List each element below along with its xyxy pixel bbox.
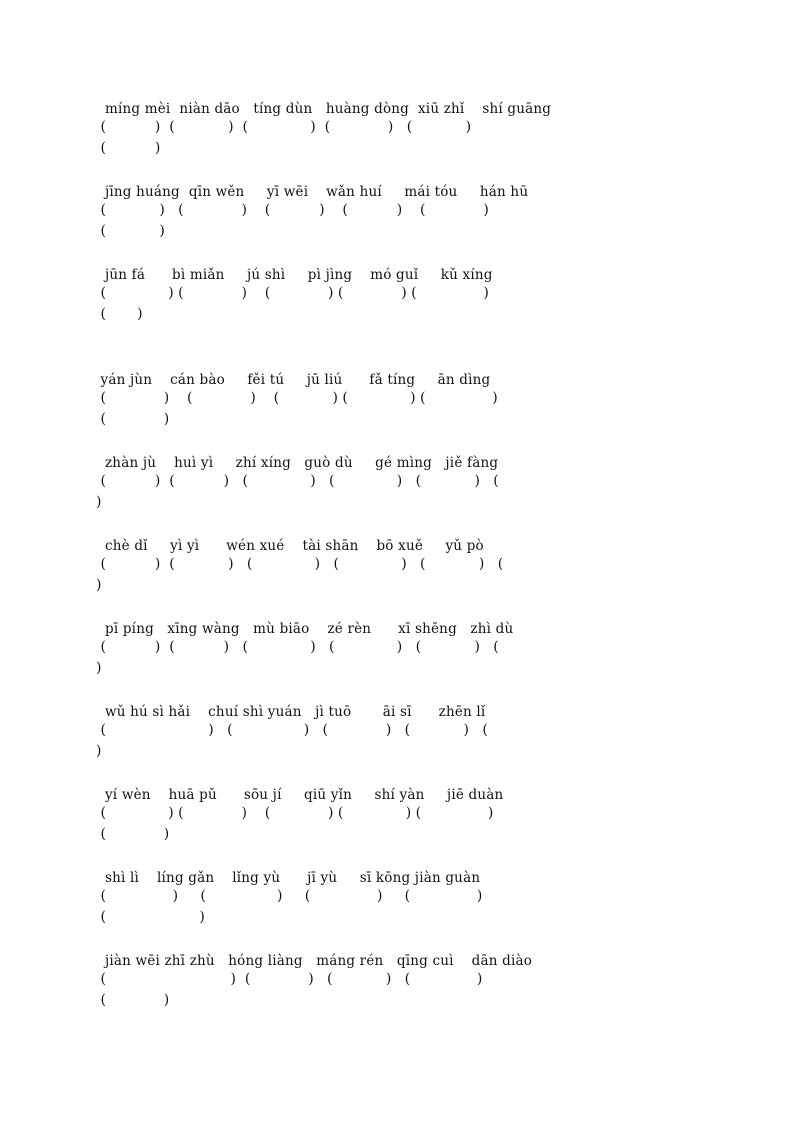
answer-blanks-row-continued: ( ) xyxy=(96,140,161,156)
pinyin-row: míng mèi niàn dāo tíng dùn huàng dòng xiū zhǐ shí guāng xyxy=(96,101,552,117)
pinyin-row: chè dǐ yì yì wén xué tài shān bō xuě yǔ pò xyxy=(96,538,484,554)
pinyin-row: jiàn wēi zhī zhù hóng liàng máng rén qīng cuì dān diào xyxy=(96,953,533,969)
answer-blanks-row-continued: ( ) xyxy=(96,909,205,925)
answer-blanks-row: ( ) ( ) ( ) ( ) ( ) xyxy=(96,285,489,301)
pinyin-row: zhàn jù huì yì zhí xíng guò dù gé mìng jiě fàng xyxy=(96,455,499,471)
pinyin-row: yí wèn huā pǔ sōu jí qiū yǐn shí yàn jiē duàn xyxy=(96,787,504,803)
answer-blanks-row-continued: ( ) xyxy=(96,411,170,427)
answer-blanks-row-continued: ) xyxy=(96,743,102,759)
answer-blanks-row: ( ) ( ) ( ) ( ) xyxy=(96,971,483,987)
pinyin-row: jūn fá bì miǎn jú shì pì jìng mó guǐ kǔ xíng xyxy=(96,267,493,283)
pinyin-row: yán jùn cán bào fěi tú jū liú fǎ tíng ān dìng xyxy=(96,372,491,388)
answer-blanks-row: ( ) ( ) ( ) ( ) ( ) ( xyxy=(96,473,499,489)
answer-blanks-row: ( ) ( ) ( ) ( ) ( xyxy=(96,722,488,738)
answer-blanks-row: ( ) ( ) ( ) ( ) ( ) ( xyxy=(96,556,504,572)
answer-blanks-row-continued: ) xyxy=(96,577,102,593)
answer-blanks-row: ( ) ( ) ( ) ( ) ( ) xyxy=(96,805,494,821)
answer-blanks-row-continued: ( ) xyxy=(96,223,165,239)
answer-blanks-row-continued: ) xyxy=(96,660,102,676)
answer-blanks-row-continued: ( ) xyxy=(96,306,143,322)
pinyin-row: wǔ hú sì hǎi chuí shì yuán jì tuō āi sī zhēn lǐ xyxy=(96,704,486,720)
pinyin-row: shì lì líng gǎn lǐng yù jī yù sī kōng jiàn guàn xyxy=(96,870,481,886)
answer-blanks-row: ( ) ( ) ( ) ( ) ( ) xyxy=(96,390,498,406)
answer-blanks-row-continued: ) xyxy=(96,494,102,510)
answer-blanks-row: ( ) ( ) ( ) ( ) ( ) xyxy=(96,119,472,135)
answer-blanks-row: ( ) ( ) ( ) ( ) ( ) xyxy=(96,202,489,218)
pinyin-row: jīng huáng qīn wěn yī wēi wǎn huí mái tóu hán hū xyxy=(96,184,529,200)
answer-blanks-row: ( ) ( ) ( ) ( ) xyxy=(96,888,483,904)
answer-blanks-row: ( ) ( ) ( ) ( ) ( ) ( xyxy=(96,639,499,655)
answer-blanks-row-continued: ( ) xyxy=(96,992,170,1008)
pinyin-row: pī píng xīng wàng mù biāo zé rèn xī shēng zhì dù xyxy=(96,621,514,637)
answer-blanks-row-continued: ( ) xyxy=(96,826,170,842)
